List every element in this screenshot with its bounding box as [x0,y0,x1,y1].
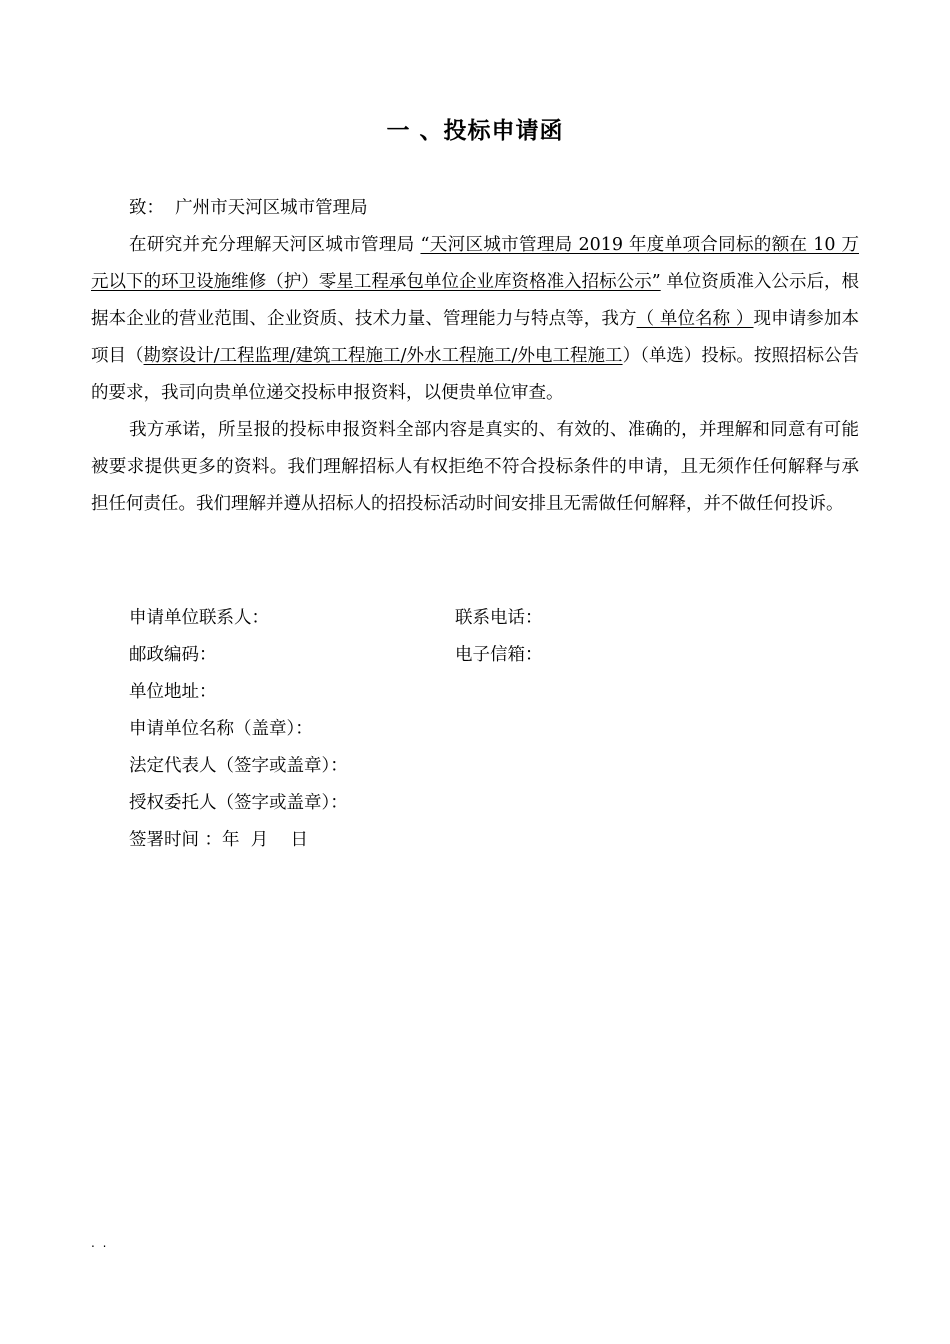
signature-fields [129,600,543,859]
para1-part-d: ）（单选）投标。按照招标公告的要求，我司向贵单位递交投标申报资料，以便贵单位审查。 [91,346,859,403]
para1-part-a: 在研究并充分理解天河区城市管理局 [129,235,415,255]
project-name: “天河区城市管理局 2019 年度单项合同标的额在 10 万元以下的环卫设施维修（护）零星工程承包单位企业库资格准入招标公示” [91,235,859,292]
email-label: 电子信箱： [455,645,543,665]
to-recipient: 广州市天河区城市管理局 [175,198,368,218]
para1-part-c: 现申请参加本项目（ [91,309,859,366]
addressee-line [91,190,859,227]
phone-label: 联系电话： [455,608,543,628]
field-row-contact [129,600,543,637]
letter-body [91,190,859,523]
paragraph-2: 我方承诺，所呈报的投标申报资料全部内容是真实的、有效的、准确的，并理解和同意有可能被要求提供更多的资料。我们理解招标人有权拒绝不符合投标条件的申请，且无须作任何解释与承担任何责任。我们理解并遵从招标人的招投标活动时间安排且无需做任何解释，并不做任何投诉。 [91,420,859,514]
footer-marks: . . [91,1236,109,1250]
contact-label: 申请单位联系人： [129,608,269,628]
authorized-label: 授权委托人（签字或盖章）： [129,793,348,813]
legal-rep-label: 法定代表人（签字或盖章）： [129,756,348,776]
bid-options: 勘察设计/工程监理/建筑工程施工/外水工程施工/外电工程施工 [143,346,623,366]
field-row-postcode [129,637,543,674]
company-name-label: 申请单位名称（盖章）： [129,719,313,739]
postcode-label: 邮政编码： [129,645,217,665]
para1-part-b: 单位资质准入公示后，根据本企业的营业范围、企业资质、技术力量、管理能力与特点等，我方 [91,272,860,329]
address-label: 单位地址： [129,682,217,702]
unit-name-blank: （ 单位名称 ） [636,309,754,329]
paragraph-1 [91,227,859,412]
page-title: 一 、投标申请函 [386,118,564,144]
to-prefix: 致： [129,198,164,218]
sign-date-label: 签署时间 ：年 月 日 [129,830,308,850]
